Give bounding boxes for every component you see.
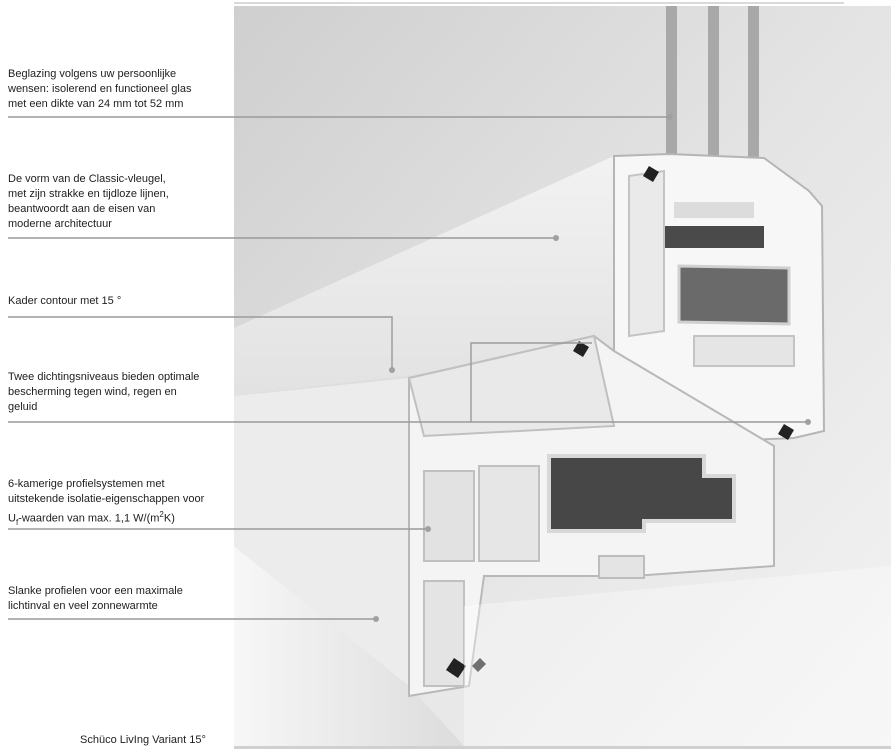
caption-line: wensen: isolerend en functioneel glas	[8, 83, 192, 95]
product-name-footer: Schüco LivIng Variant 15°	[80, 734, 206, 746]
caption-six-chambers	[8, 477, 204, 530]
caption-line: De vorm van de Classic-vleugel,	[8, 173, 166, 185]
uf-value-text: -waarden van max. 1,1 W/(m	[18, 512, 160, 525]
caption-line: beantwoordt aan de eisen van	[8, 203, 156, 215]
caption-line: lichtinval en veel zonnewarmte	[8, 600, 158, 612]
caption-glazing	[8, 67, 191, 112]
caption-line: Beglazing volgens uw persoonlijke	[8, 68, 177, 80]
top-rule	[234, 2, 844, 4]
caption-line: met een dikte van 24 mm tot 52 mm	[8, 98, 184, 110]
caption-line: geluid	[8, 401, 38, 413]
caption-line: Kader contour met 15 °	[8, 295, 122, 307]
caption-line: Slanke profielen voor een maximale	[8, 585, 183, 597]
window-profile-image	[234, 6, 891, 746]
caption-line: Twee dichtingsniveaus bieden optimale	[8, 371, 200, 383]
uf-unit-end: K)	[163, 512, 175, 525]
caption-classic-sash	[8, 172, 169, 232]
caption-line-uf	[8, 507, 204, 530]
uf-symbol: U	[8, 512, 16, 525]
bottom-rule	[234, 746, 891, 749]
caption-sealing-levels	[8, 370, 199, 415]
caption-line: uitstekende isolatie-eigenschappen voor	[8, 493, 205, 505]
caption-line: 6-kamerige profielsystemen met	[8, 478, 165, 490]
caption-frame-contour	[8, 294, 121, 309]
caption-line: bescherming tegen wind, regen en	[8, 386, 177, 398]
caption-line: met zijn strakke en tijdloze lijnen,	[8, 188, 169, 200]
uf-subscript: f	[15, 517, 19, 527]
caption-line: moderne architectuur	[8, 218, 112, 230]
uf-superscript: 2	[159, 510, 164, 519]
caption-slim-profiles	[8, 584, 183, 614]
